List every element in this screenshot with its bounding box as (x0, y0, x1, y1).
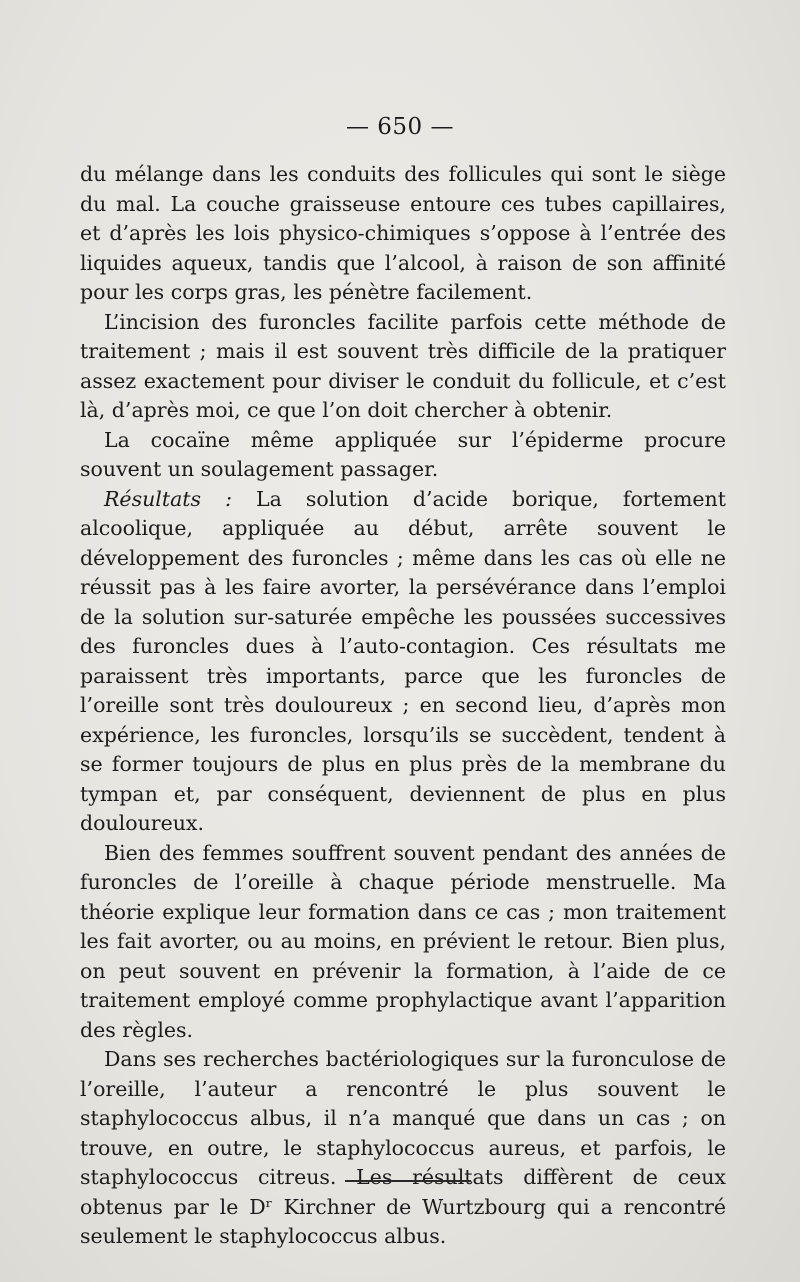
body-text (80, 160, 726, 1252)
paragraph-bacteriology: Dans ses recherches bactériologiques sur la furonculose de l’oreille, l’auteur a rencontré le plus souvent le staphylococcus albus, il n’a manqué que dans un cas ; on trouve, en outre, le staphylococcus aureus, et parfois, le staphylococcus citreus. Les résultats diffèrent de ceux obtenus par le Dʳ Kirchner de Wurtzbourg qui a rencontré seulement le staphylococcus albus. (80, 1047, 726, 1248)
paragraph-incision: L’incision des furoncles facilite parfois cette méthode de traitement ; mais il est souvent très difficile de la pratiquer assez exactement pour diviser le conduit du follicule, et c’est là, d’après moi, ce que l’on doit chercher à obtenir. (80, 309, 726, 422)
page-number: — 650 — (345, 114, 455, 140)
paragraph-results (80, 485, 726, 839)
paragraph-continuation: du mélange dans les conduits des follicules qui sont le siège du mal. La couche graisseuse entoure ces tubes capillaires, et d’après les lois physico-chimiques s’oppose à l’entrée des liquides aqueux, tandis que l’alcool, à raison de son affinité pour les corps gras, les pénètre facilement. (80, 162, 726, 304)
results-heading: Résultats : (104, 486, 232, 511)
results-text: La solution d’acide borique, fortement alcoolique, appliquée au début, arrête souvent le développement des furoncles ; même dans les cas où elle ne réussit pas à les faire avorter, la persévérance dans l’emploi de la solution sur-saturée empêche les poussées successives des furoncles dues à l’auto-contagion. Ces résultats me paraissent très importants, parce que les furoncles de l’oreille sont très douloureux ; en second lieu, d’après mon expérience, les furoncles, lorsqu’ils se succèdent, tendent à se former toujours de plus en plus près de la membrane du tympan et, par conséquent, deviennent de plus en plus douloureux. (80, 486, 726, 835)
paragraph-menstrual: Bien des femmes souffrent souvent pendant des années de furoncles de l’oreille à chaque période menstruelle. Ma théorie explique leur formation dans ce cas ; mon traitement les fait avorter, ou au moins, en prévient le retour. Bien plus, on peut souvent en prévenir la formation, à l’aide de ce traitement employé comme prophylactique avant l’apparition des règles. (80, 840, 726, 1042)
paragraph-cocaine: La cocaïne même appliquée sur l’épiderme procure souvent un soulagement passager. (80, 427, 726, 481)
section-end-rule (345, 1180, 471, 1182)
